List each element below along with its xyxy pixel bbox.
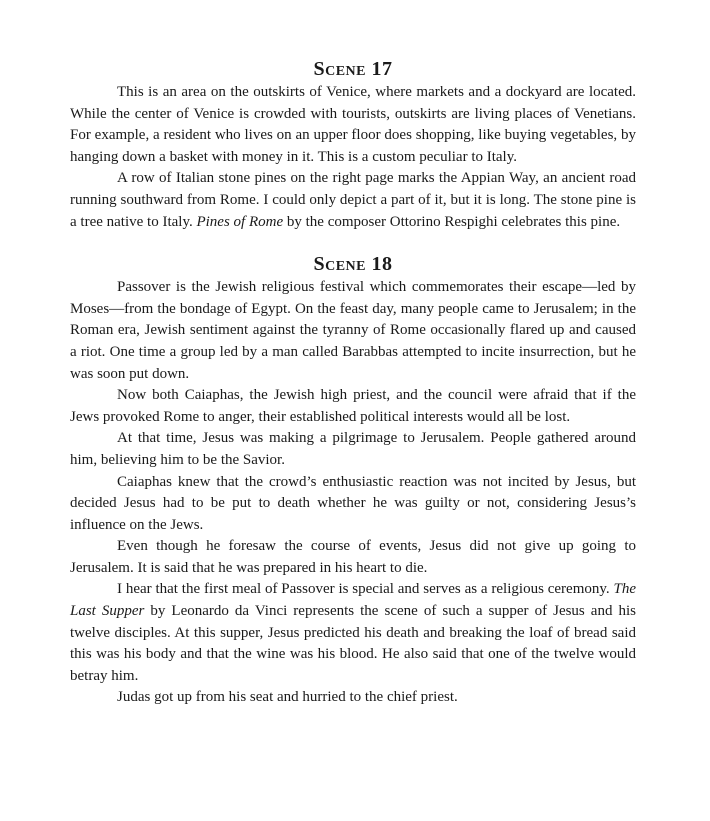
scene-18-paragraph-3: At that time, Jesus was making a pilgrimage to Jerusalem. People gathered around him, believing him to be the Savior. [70,430,636,468]
scene-18-paragraph-7: Judas got up from his seat and hurried to the chief priest. [117,689,458,706]
scene-17-heading: Scene 17 [313,58,393,80]
italic-title-last-supper: The Last Supper [70,581,636,620]
scene-18-paragraph-5: Even though he foresaw the course of events, Jesus did not give up going to Jerusalem. It is said that he was prepared in his heart to die. [70,538,636,576]
book-page [70,56,636,709]
paragraph-text: by Leonardo da Vinci represents the scene of such a supper of Jesus and his twelve disciples. At this supper, Jesus predicted his death and breaking the loaf of bread said this was his body and that the wine was his blood. He also said that one of the twelve would betray him. [70,603,636,684]
scene-18-paragraph-6 [70,579,636,687]
scene-18-paragraph-2: Now both Caiaphas, the Jewish high priest, and the council were afraid that if the Jews provoked Rome to anger, their established political interests would all be lost. [70,387,636,425]
scene-18-paragraph-4: Caiaphas knew that the crowd’s enthusiastic reaction was not incited by Jesus, but decided Jesus had to be put to death whether he was guilty or not, considering Jesus’s influence on the Jews. [70,473,636,533]
scene-18-paragraph-1: Passover is the Jewish religious festival which commemorates their escape—led by Moses—from the bondage of Egypt. On the feast day, many people came to Jerusalem; in the Roman era, Jewish sentiment against the tyranny of Rome occasionally flared up and caused a riot. One time a group led by a man called Barabbas attempted to incite insurrection, but he was soon put down. [70,279,636,382]
italic-title-pines-of-rome: Pines of Rome [196,213,284,230]
paragraph-text: by the composer Ottorino Respighi celebrates this pine. [283,213,621,230]
scene-18-heading: Scene 18 [313,253,393,276]
paragraph-text: I hear that the first meal of Passover is special and serves as a religious ceremony. [117,581,614,598]
scene-17-paragraph-2 [70,168,636,233]
paragraph-text: A row of Italian stone pines on the right page marks the Appian Way, an ancient road running southward from Rome. I could only depict a part of it, but it is long. The stone pine is a tree native to Italy. [70,170,636,230]
scene-17-paragraph-1: This is an area on the outskirts of Venice, where markets and a dockyard are located. While the center of Venice is crowded with tourists, outskirts are living places of Venetians. For example, a resident who lives on an upper floor does shopping, like buying vegetables, by hanging down a basket with money in it. This is a custom peculiar to Italy. [70,84,636,165]
